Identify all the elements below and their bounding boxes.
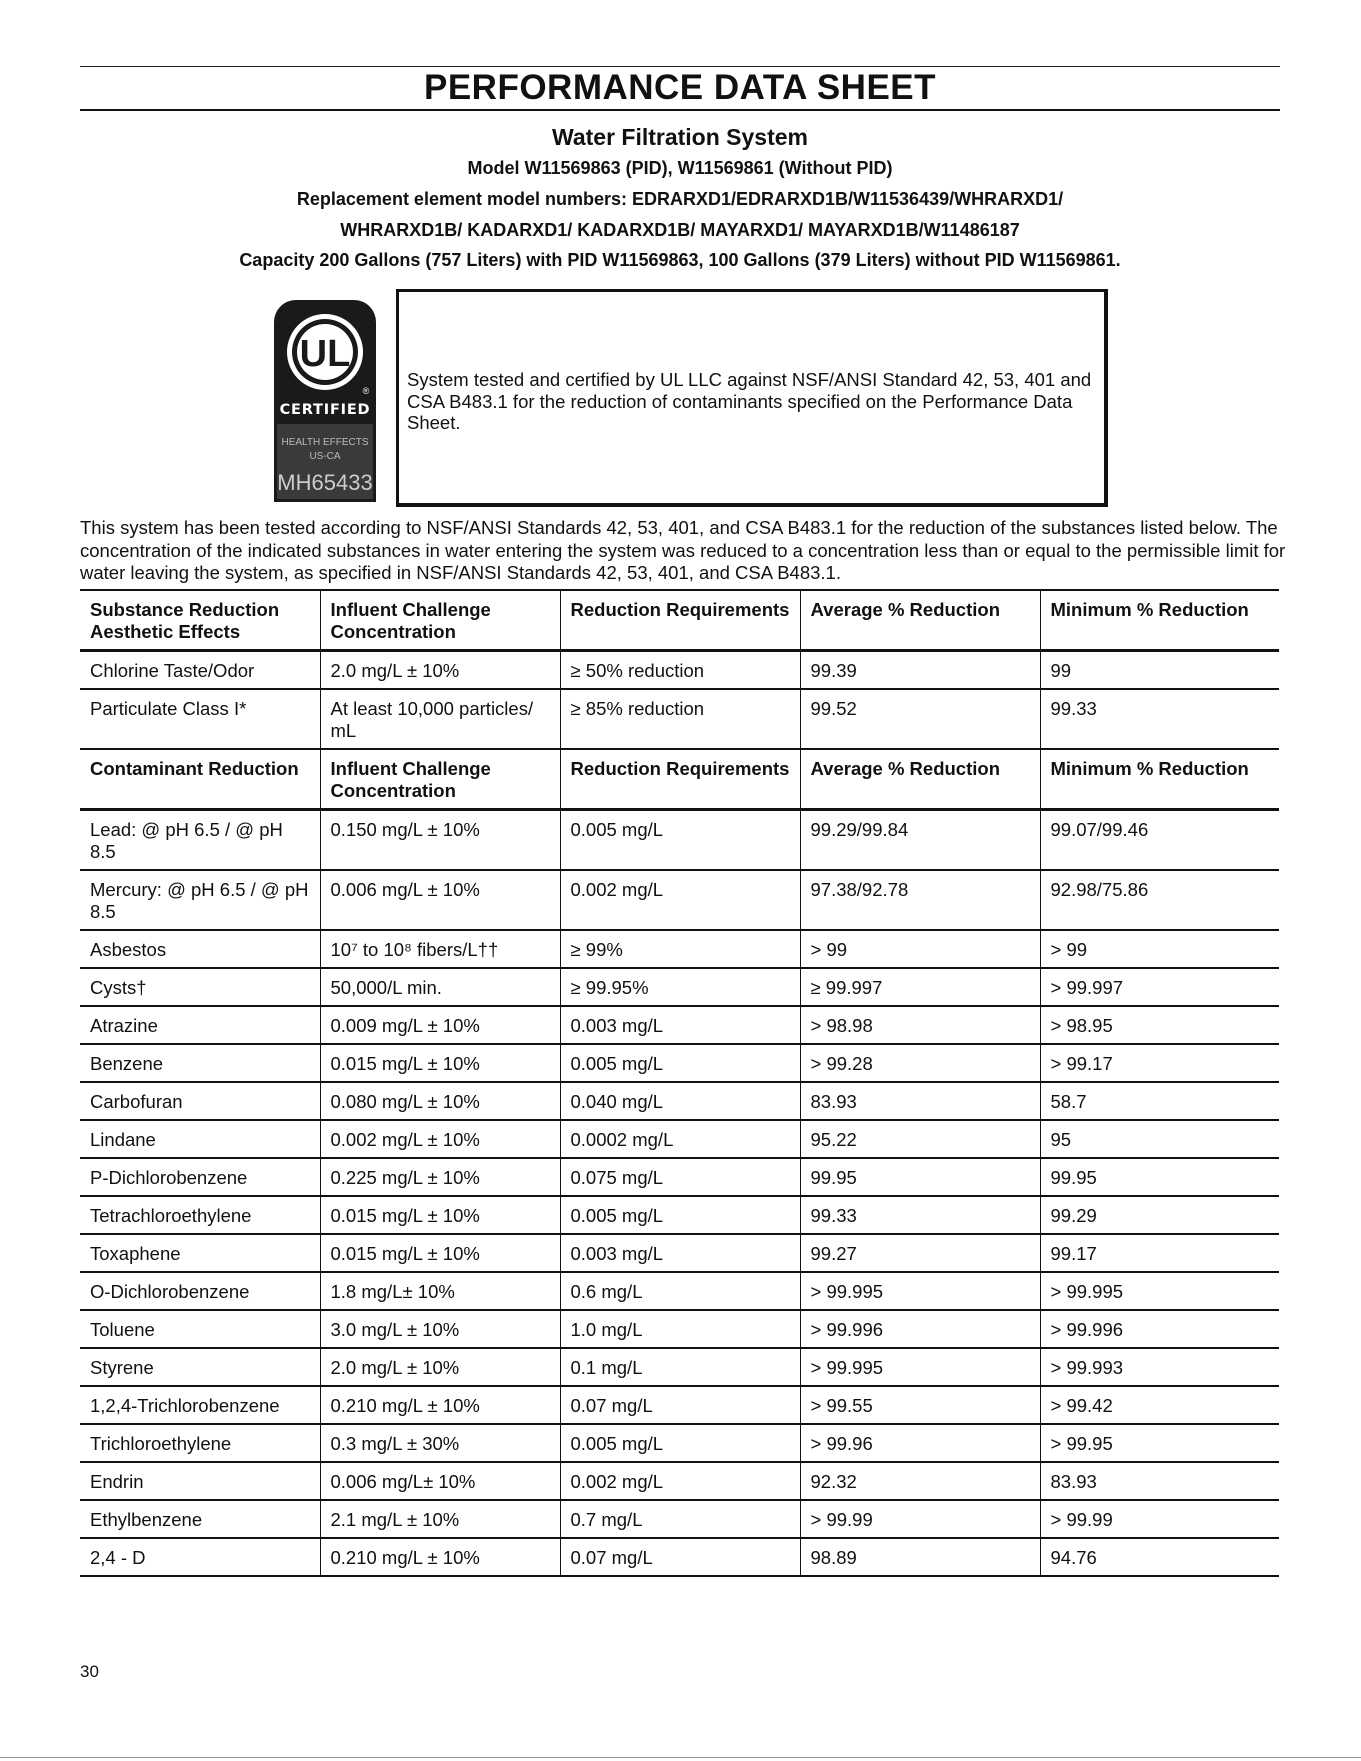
table-cell: 1,2,4-Trichlorobenzene: [80, 1386, 320, 1424]
table-cell: Asbestos: [80, 930, 320, 968]
region-text: US-CA: [309, 451, 341, 462]
table-cell: Chlorine Taste/Odor: [80, 651, 320, 690]
table-row: [80, 1310, 1279, 1348]
replacement-line-2: WHRARXD1B/ KADARXD1/ KADARXD1B/ MAYARXD1/ MAYARXD1B/W11486187: [340, 220, 1020, 240]
capacity-line: Capacity 200 Gallons (757 Liters) with PID W11569863, 100 Gallons (379 Liters) without PID W11569861.: [239, 250, 1121, 270]
certification-box: [396, 289, 1108, 507]
table-cell: Mercury: @ pH 6.5 / @ pH 8.5: [80, 870, 320, 930]
table-cell: 1.0 mg/L: [560, 1310, 800, 1348]
page-number: 30: [80, 1662, 99, 1681]
table-cell: 50,000/L min.: [320, 968, 560, 1006]
table-cell: > 99.997: [1040, 968, 1279, 1006]
header-cell: Average % Reduction: [800, 590, 1040, 651]
table-row: [80, 1044, 1279, 1082]
table-row: [80, 810, 1279, 871]
table-cell: 98.89: [800, 1538, 1040, 1576]
table-cell: 0.040 mg/L: [560, 1082, 800, 1120]
table-row: [80, 1462, 1279, 1500]
table-cell: 83.93: [800, 1082, 1040, 1120]
replacement-line-1: Replacement element model numbers: EDRARXD1/EDRARXD1B/W11536439/WHRARXD1/: [296, 189, 1064, 209]
table-cell: O-Dichlorobenzene: [80, 1272, 320, 1310]
table-cell: > 99.99: [1040, 1500, 1279, 1538]
table-row: [80, 1386, 1279, 1424]
table-row: [80, 1082, 1279, 1120]
table-cell: Trichloroethylene: [80, 1424, 320, 1462]
title-rule: [80, 109, 1280, 111]
table-cell: > 99.96: [800, 1424, 1040, 1462]
table-cell: 0.006 mg/L ± 10%: [320, 870, 560, 930]
table-cell: ≥ 99.95%: [560, 968, 800, 1006]
table-cell: > 99.95: [1040, 1424, 1279, 1462]
table-cell: 0.210 mg/L ± 10%: [320, 1538, 560, 1576]
table-cell: 2.1 mg/L ± 10%: [320, 1500, 560, 1538]
table-cell: 0.6 mg/L: [560, 1272, 800, 1310]
table-row: [80, 1424, 1279, 1462]
table-cell: 99.29/99.84: [800, 810, 1040, 871]
table-cell: > 98.95: [1040, 1006, 1279, 1044]
table-cell: 0.005 mg/L: [560, 810, 800, 871]
mark-id-text: MH65433: [277, 470, 373, 495]
table-row: [80, 1234, 1279, 1272]
table-cell: ≥ 99%: [560, 930, 800, 968]
certification-text: System tested and certified by UL LLC against NSF/ANSI Standard 42, 53, 401 and CSA B483.1 for the reduction of contaminants specified on the Performance Data Sheet.: [407, 369, 1092, 433]
table-cell: 99.17: [1040, 1234, 1279, 1272]
table-cell: 2.0 mg/L ± 10%: [320, 1348, 560, 1386]
table-cell: 2.0 mg/L ± 10%: [320, 651, 560, 690]
health-effects-text: HEALTH EFFECTS: [281, 437, 369, 448]
table-cell: 0.225 mg/L ± 10%: [320, 1158, 560, 1196]
table-cell: At least 10,000 particles/ mL: [320, 689, 560, 749]
table-cell: 0.075 mg/L: [560, 1158, 800, 1196]
table-cell: 0.015 mg/L ± 10%: [320, 1196, 560, 1234]
table-cell: 94.76: [1040, 1538, 1279, 1576]
header-cell: Influent Challenge Concentration: [320, 590, 560, 651]
table-row: [80, 1006, 1279, 1044]
table-row: [80, 1158, 1279, 1196]
table-cell: > 99.28: [800, 1044, 1040, 1082]
table-cell: 0.005 mg/L: [560, 1196, 800, 1234]
table-cell: 92.32: [800, 1462, 1040, 1500]
table-cell: 99.39: [800, 651, 1040, 690]
table-row: [80, 870, 1279, 930]
table-cell: ≥ 85% reduction: [560, 689, 800, 749]
table-row: [80, 1120, 1279, 1158]
table-cell: > 99.42: [1040, 1386, 1279, 1424]
model-line: Model W11569863 (PID), W11569861 (Without PID): [467, 158, 893, 178]
registered-mark: ®: [362, 386, 370, 396]
table-cell: 0.015 mg/L ± 10%: [320, 1044, 560, 1082]
table-row: [80, 1500, 1279, 1538]
table-cell: Lead: @ pH 6.5 / @ pH 8.5: [80, 810, 320, 871]
table-cell: Lindane: [80, 1120, 320, 1158]
header-cell: Influent Challenge Concentration: [320, 749, 560, 810]
table-cell: 0.002 mg/L: [560, 870, 800, 930]
intro-paragraph: This system has been tested according to NSF/ANSI Standards 42, 53, 401, and CSA B483.1 for the reduction of the substances listed below. The concentration of the indicated substances in water entering the system was reduced to a concentration less than or equal to the permissible limit for water leaving the system, as specified in NSF/ANSI Standards 42, 53, 401, and CSA B483.1.: [80, 517, 1286, 583]
table-cell: 99: [1040, 651, 1279, 690]
table-cell: 0.015 mg/L ± 10%: [320, 1234, 560, 1272]
table-cell: Ethylbenzene: [80, 1500, 320, 1538]
header-cell: Substance Reduction Aesthetic Effects: [80, 590, 320, 651]
performance-table: [80, 589, 1279, 1577]
contaminant-rows: [80, 810, 1279, 1577]
table-cell: 0.7 mg/L: [560, 1500, 800, 1538]
table-cell: Toxaphene: [80, 1234, 320, 1272]
table-cell: 0.002 mg/L ± 10%: [320, 1120, 560, 1158]
table-cell: > 99.996: [1040, 1310, 1279, 1348]
table-cell: 0.009 mg/L ± 10%: [320, 1006, 560, 1044]
table-cell: 0.1 mg/L: [560, 1348, 800, 1386]
header-cell: Average % Reduction: [800, 749, 1040, 810]
table-row: [80, 651, 1279, 690]
table-cell: Endrin: [80, 1462, 320, 1500]
table-cell: > 99.995: [800, 1272, 1040, 1310]
table-cell: ≥ 99.997: [800, 968, 1040, 1006]
table-row: [80, 968, 1279, 1006]
table-cell: 0.006 mg/L± 10%: [320, 1462, 560, 1500]
table-cell: P-Dichlorobenzene: [80, 1158, 320, 1196]
aesthetic-header-row: [80, 590, 1279, 651]
table-cell: 10⁷ to 10⁸ fibers/L††: [320, 930, 560, 968]
header-cell: Reduction Requirements: [560, 749, 800, 810]
table-row: [80, 1272, 1279, 1310]
table-cell: 0.07 mg/L: [560, 1538, 800, 1576]
footer-rule: [0, 1757, 1361, 1758]
table-cell: 0.150 mg/L ± 10%: [320, 810, 560, 871]
table-cell: 83.93: [1040, 1462, 1279, 1500]
table-cell: 0.07 mg/L: [560, 1386, 800, 1424]
table-cell: 95.22: [800, 1120, 1040, 1158]
table-cell: > 99: [800, 930, 1040, 968]
table-cell: > 98.98: [800, 1006, 1040, 1044]
page-title: PERFORMANCE DATA SHEET: [423, 68, 937, 107]
table-cell: Atrazine: [80, 1006, 320, 1044]
table-cell: 0.005 mg/L: [560, 1424, 800, 1462]
header-cell: Minimum % Reduction: [1040, 749, 1279, 810]
table-row: [80, 1348, 1279, 1386]
table-cell: 95: [1040, 1120, 1279, 1158]
table-cell: Benzene: [80, 1044, 320, 1082]
table-cell: > 99.17: [1040, 1044, 1279, 1082]
table-cell: 97.38/92.78: [800, 870, 1040, 930]
certified-text: CERTIFIED: [279, 402, 371, 418]
table-row: [80, 689, 1279, 749]
table-cell: > 99.996: [800, 1310, 1040, 1348]
table-cell: Toluene: [80, 1310, 320, 1348]
header-cell: Reduction Requirements: [560, 590, 800, 651]
table-cell: Tetrachloroethylene: [80, 1196, 320, 1234]
table-cell: 3.0 mg/L ± 10%: [320, 1310, 560, 1348]
table-cell: > 99.55: [800, 1386, 1040, 1424]
table-cell: 0.0002 mg/L: [560, 1120, 800, 1158]
table-cell: 99.95: [1040, 1158, 1279, 1196]
table-cell: 99.33: [800, 1196, 1040, 1234]
ul-logo-text: UL: [299, 333, 351, 375]
table-cell: > 99.995: [800, 1348, 1040, 1386]
contaminant-header-row: [80, 749, 1279, 810]
table-row: [80, 1538, 1279, 1576]
table-cell: 99.33: [1040, 689, 1279, 749]
table-cell: 99.95: [800, 1158, 1040, 1196]
table-cell: 0.210 mg/L ± 10%: [320, 1386, 560, 1424]
table-row: [80, 1196, 1279, 1234]
table-cell: 0.003 mg/L: [560, 1006, 800, 1044]
table-cell: Styrene: [80, 1348, 320, 1386]
table-cell: 0.080 mg/L ± 10%: [320, 1082, 560, 1120]
table-cell: 99.29: [1040, 1196, 1279, 1234]
table-cell: Particulate Class I*: [80, 689, 320, 749]
table-cell: 92.98/75.86: [1040, 870, 1279, 930]
ul-certification-badge: [274, 300, 376, 502]
table-cell: 0.002 mg/L: [560, 1462, 800, 1500]
table-cell: > 99.99: [800, 1500, 1040, 1538]
table-cell: 58.7: [1040, 1082, 1279, 1120]
table-cell: 99.27: [800, 1234, 1040, 1272]
table-cell: 2,4 - D: [80, 1538, 320, 1576]
table-cell: 99.07/99.46: [1040, 810, 1279, 871]
table-cell: 0.005 mg/L: [560, 1044, 800, 1082]
header-cell: Minimum % Reduction: [1040, 590, 1279, 651]
table-cell: 99.52: [800, 689, 1040, 749]
header-cell: Contaminant Reduction: [80, 749, 320, 810]
table-cell: 0.3 mg/L ± 30%: [320, 1424, 560, 1462]
top-rule: [80, 66, 1280, 67]
table-row: [80, 930, 1279, 968]
table-cell: Carbofuran: [80, 1082, 320, 1120]
table-cell: 1.8 mg/L± 10%: [320, 1272, 560, 1310]
table-cell: Cysts†: [80, 968, 320, 1006]
table-cell: ≥ 50% reduction: [560, 651, 800, 690]
page-subtitle: Water Filtration System: [551, 124, 809, 150]
table-cell: > 99: [1040, 930, 1279, 968]
table-cell: 0.003 mg/L: [560, 1234, 800, 1272]
table-cell: > 99.995: [1040, 1272, 1279, 1310]
table-cell: > 99.993: [1040, 1348, 1279, 1386]
